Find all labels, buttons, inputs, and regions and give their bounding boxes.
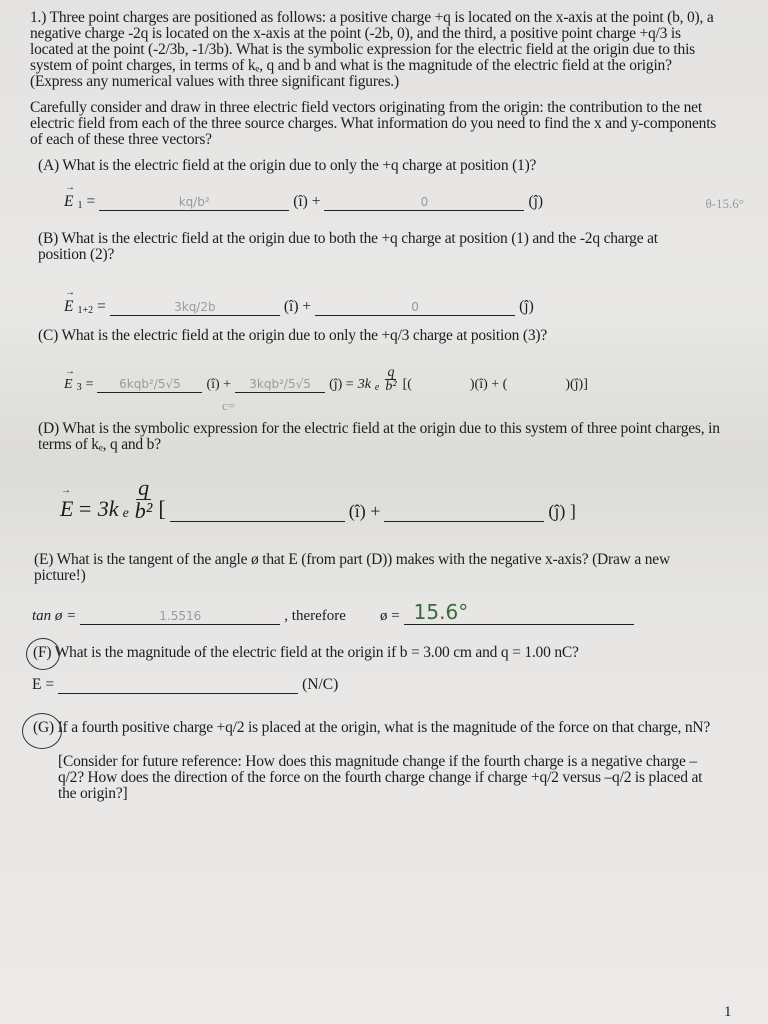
coefficient: 3k [357,377,371,392]
part-d-question: (D) What is the symbolic expression for the electric field at the origin due to this system of three point charges, in terms of kₑ, q and b? [38,420,720,453]
worksheet-page [0,10,768,802]
part-c-i-coef-field[interactable] [416,375,466,393]
part-c-j-field[interactable] [235,374,325,393]
hand-drawn-circle [26,638,60,670]
field-vector-label: → E [64,193,73,211]
part-a-equation: → E $_1$ = kq/b² (î) + 0 (ĵ) θ-15.6° [64,192,744,211]
part-b-j-field[interactable] [315,297,515,316]
part-g-section [33,720,733,736]
part-f-question: (F) What is the magnitude of the electric field at the origin if b = 3.00 cm and q = 1.00 nC? [33,644,579,661]
part-g-note: [Consider for future reference: How does this magnitude change if the fourth charge is a negative charge –q/2? How does the direction of the force on the fourth charge change if charge +q/2 versus –q/2 is placed at the origin?] [58,753,703,802]
part-a-j-field[interactable] [324,192,524,211]
unit-label: (N/C) [302,676,339,693]
handwritten-phi-answer: 15.6° [413,600,469,624]
part-c-margin-note: c= [222,398,235,413]
handwritten-answer: 3kq/2b [174,300,216,314]
part-d-equation [60,477,768,522]
part-e-question: (E) What is the tangent of the angle ø that E (from part (D)) makes with the negative x-axis? (Draw a new picture!) [34,551,670,584]
i-tail: )(î) + ( [469,377,508,392]
handwritten-answer: 6kqb²/5√5 [119,377,181,391]
numerator: q [387,365,395,380]
part-b-equation: → E $_{1+2}$ = 3kq/2b (î) + 0 (ĵ) [64,297,768,316]
e-label: E = [32,676,55,693]
part-a-question: (A) What is the electric field at the origin due to only the +q charge at position (1)? [38,157,537,174]
hand-drawn-circle [22,713,62,749]
part-g-question: (G) If a fourth positive charge +q/2 is placed at the origin, what is the magnitude of the force on that charge, nN? [33,719,711,736]
handwritten-answer: 0 [411,300,419,314]
problem-instructions [30,100,720,148]
bracket-open: [ [158,496,166,521]
tan-field[interactable] [80,606,280,625]
handwritten-answer: 3kqb²/5√5 [249,377,311,391]
subscript: 3 [76,382,82,393]
coefficient-subscript: e [374,382,380,393]
j-unit: (ĵ) ] [548,501,576,521]
fraction [135,477,153,522]
part-c-j-coef-field[interactable] [511,375,561,393]
fraction [385,366,396,393]
problem-intro [30,10,725,90]
i-unit: (î) + [206,377,232,392]
part-b-i-field[interactable] [110,297,280,316]
field-vector-label: → E [60,496,73,522]
part-f-equation [32,675,768,694]
numerator: q [138,475,150,500]
i-unit: (î) + [293,193,321,210]
handwritten-answer: 0 [420,195,429,209]
part-c-equation: → E 3 = 6kqb²/5√5 (î) + 3kqb²/5√5 (ĵ) = 3k e $\frac{q}{\text{b²}}$ [( )(î) + ( )(ĵ)] [64,366,768,393]
phi-field[interactable] [404,600,634,625]
part-d-i-field[interactable] [170,503,345,522]
i-unit: (î) + [348,501,381,521]
j-tail: )(ĵ)] [565,377,588,392]
subscript: 1+2 [77,305,94,316]
handwritten-answer: kq/b² [178,195,210,209]
part-a-margin-note: θ-15.6° [705,196,744,211]
j-unit: (ĵ) [528,193,544,210]
part-f-section [33,645,733,661]
part-e-equation [32,600,768,625]
coefficient: = 3k [77,496,119,521]
denominator: b² [134,498,153,523]
part-c-question: (C) What is the electric field at the origin due to only the +q/3 charge at position (3)? [38,327,548,344]
tan-label: tan ø = [32,608,77,624]
part-d-j-field[interactable] [384,503,544,522]
j-unit: (ĵ) [519,298,534,315]
page-number: 1 [724,1004,732,1020]
bracket-open: [( [402,377,412,392]
phi-label: ø = [379,608,400,624]
part-b-question: (B) What is the electric field at the origin due to both the +q charge at position (1) and the -2q charge at position (2)? [38,230,658,263]
coefficient-subscript: e [122,506,129,521]
handwritten-answer: 1.5516 [159,609,202,623]
field-vector-label: → E [64,377,73,393]
j-unit: (ĵ) = [329,377,354,392]
part-c-i-field[interactable] [97,374,202,393]
therefore-text: , therefore [284,608,346,624]
field-vector-label: → E [64,298,73,316]
subscript: 1 [77,200,83,211]
denominator: b² [385,379,397,394]
intro-text: 1.) Three point charges are positioned as follows: a positive charge +q is located on the x-axis at the point (b, 0), a negative charge -2q is located on the x-axis at the point (-2b, 0), and the third, a positive point charge +q/3 is located at the point (-2/3b, -1/3b). What is the symbolic expression for the electric field at the origin due to this system of point charges, in terms of kₑ, q and b and what is the magnitude of the electric field at the origin? (Express any numerical values with three significant figures.) [30,9,714,90]
i-unit: (î) + [283,298,312,315]
instructions-text: Carefully consider and draw in three electric field vectors originating from the origin: the contribution to the net electric field from each of the three source charges. What information do you need to find the x and y-components of each of these three vectors? [30,99,717,148]
magnitude-field[interactable] [58,675,298,694]
part-a-i-field[interactable] [99,192,289,211]
